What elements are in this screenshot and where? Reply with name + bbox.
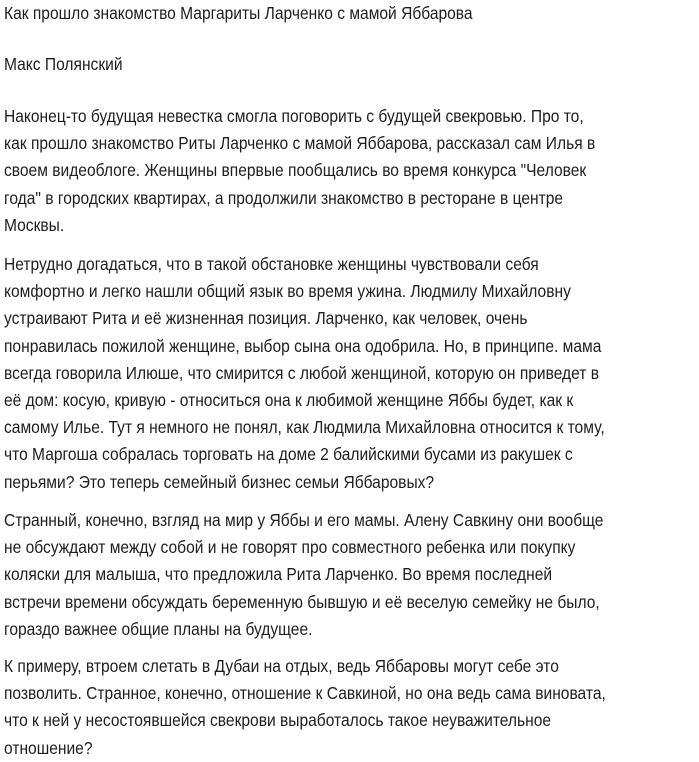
text-line: устраивают Рита и её жизненная позиция. Ларченко, как человек, очень: [4, 308, 528, 329]
text-line: как прошло знакомство Риты Ларченко с мамой Яббарова, рассказал сам Илья в: [4, 133, 596, 154]
text-line: встречи времени обсуждать беременную бывшую и её веселую семейку не было,: [4, 591, 600, 612]
text-line: года" в городских квартирах, а продолжили знакомство в ресторане в центре: [4, 187, 564, 208]
text-line: Странный, конечно, взгляд на мир у Яббы и его мамы. Алену Савкину они вообще: [4, 510, 604, 530]
paragraph-1: [4, 103, 595, 239]
text-line: самому Илье. Тут я немного не понял, как Людмила Михайловна относится к тому,: [4, 417, 605, 438]
text-line: её дом: косую, кривую - относиться она к любимой женщине Яббы будет, как к: [4, 389, 574, 410]
text-line: что Маргоша собралась торговать на доме 2 балийскими бусами из ракушек с: [4, 444, 573, 465]
text-line: своем видеоблоге. Женщины впервые пообщались во время конкурса "Человек: [4, 160, 587, 181]
text-line: перьями? Это теперь семейный бизнес семьи Яббаровых?: [4, 471, 435, 492]
text-line: К примеру, втроем слетать в Дубаи на отдых, ведь Яббаровы могут себе это: [4, 656, 559, 676]
text-line: позволить. Странное, конечно, отношение к Савкиной, но она ведь сама виновата,: [4, 683, 606, 704]
paragraph-4: [4, 653, 606, 762]
text-line: Наконец-то будущая невестка смогла поговорить с будущей свекровью. Про то,: [4, 106, 584, 126]
text-line: Нетрудно догадаться, что в такой обстановке женщины чувствовали себя: [4, 254, 539, 274]
text-line: не обсуждают между собой и не говорят про совместного ребенка или покупку: [4, 537, 576, 558]
text-line: отношение?: [4, 737, 93, 758]
paragraph-3: [4, 507, 603, 643]
text-line: всегда говорила Илюше, что смирится с любой женщиной, которую он приведет в: [4, 362, 600, 383]
paragraph-2: [4, 251, 605, 496]
article-title: Как прошло знакомство Маргариты Ларченко с мамой Яббарова: [4, 3, 473, 23]
text-line: комфортно и легко нашли общий язык во время ужина. Людмилу Михайловну: [4, 281, 571, 302]
text-line: коляски для малыша, что предложила Рита Ларченко. Во время последней: [4, 564, 553, 585]
text-line: понравилась пожилой женщине, выбор сына она одобрила. Но, в принципе. мама: [4, 335, 602, 356]
article-author: Макс Полянский: [4, 54, 123, 74]
text-line: что к ней у несостоявшейся свекрови выработалось такое неуважительное: [4, 710, 552, 731]
text-line: Москвы.: [4, 214, 65, 235]
text-line: гораздо важнее общие планы на будущее.: [4, 618, 313, 639]
